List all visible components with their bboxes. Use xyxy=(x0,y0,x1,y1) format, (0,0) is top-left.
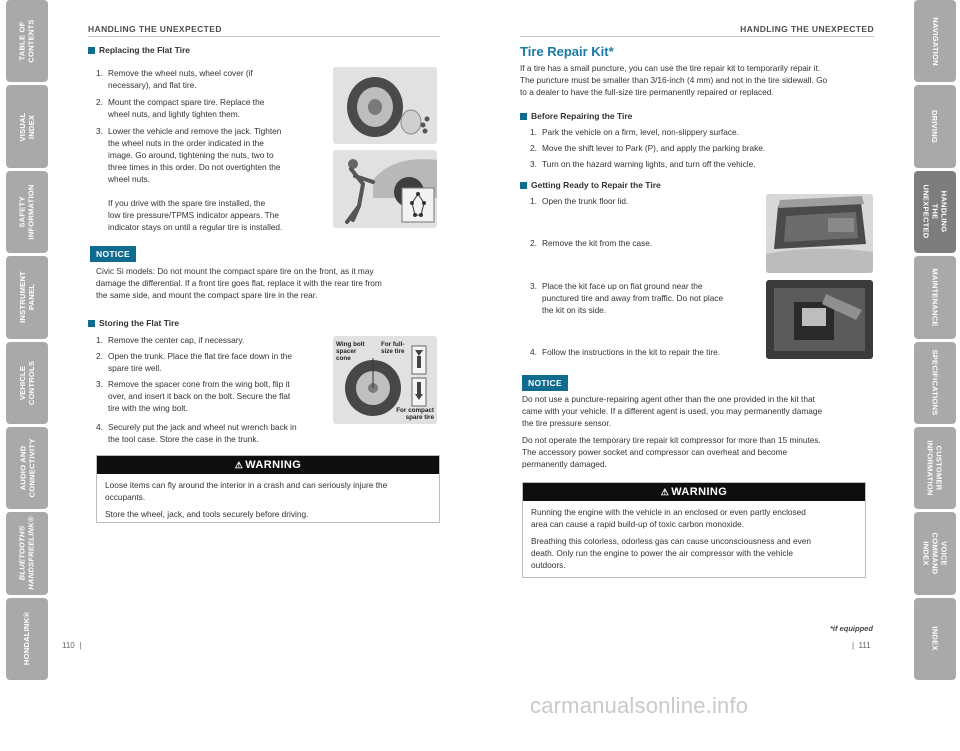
left-page-number: 110 | xyxy=(62,641,82,650)
kit-removal-illustration xyxy=(766,280,873,359)
before-repairing-heading: Before Repairing the Tire xyxy=(520,111,632,121)
replacing-step-2: 2. Mount the compact spare tire. Replace the wheel nuts, and lightly tighten them. xyxy=(96,97,265,119)
before-step-2: 2. Move the shift lever to Park (P), and apply the parking brake. xyxy=(530,143,766,153)
wheel-removal-illustration xyxy=(333,67,437,144)
right-running-header: HANDLING THE UNEXPECTED xyxy=(740,24,874,34)
tab-specifications[interactable]: SPECIFICATIONS xyxy=(914,342,956,424)
left-warning-bar: ⚠ WARNING xyxy=(97,456,439,474)
before-step-3: 3. Turn on the hazard warning lights, and turn off the vehicle. xyxy=(530,159,756,169)
right-page-number: | 111 xyxy=(852,641,871,650)
tab-hondalink[interactable]: HONDALINK® xyxy=(6,598,48,680)
page-title: Tire Repair Kit* xyxy=(520,44,614,59)
tab-visual-index[interactable]: VISUAL INDEX xyxy=(6,85,48,167)
right-warning-body: Running the engine with the vehicle in an enclosed or even partly enclosed area can cause a rapid build-up of toxic carbon monoxide. Breathing this colorless, odorless gas can cause unconsciousness and even death. Only run the engine to power the air compressor with the vehicle outdoors. xyxy=(531,507,811,570)
kit-removal-svg xyxy=(766,280,873,359)
trunk-floor-lid-illustration xyxy=(766,194,873,273)
wheel-illustration-svg xyxy=(333,67,437,144)
intro-text: If a tire has a small puncture, you can use the tire repair kit to temporarily repair it. The puncture must be smaller than 3/16-inch (4 mm) and not in the tire sidewall. Go to a dealer to have the full-size tire permanently repaired or replaced. xyxy=(520,63,828,97)
tab-index[interactable]: INDEX xyxy=(914,598,956,680)
tab-customer-information[interactable]: CUSTOMER INFORMATION xyxy=(914,427,956,509)
tpms-note: If you drive with the spare tire installed, the low tire pressure/TPMS indicator appears. The indicator stays on until a regular tire is installed. xyxy=(108,198,283,232)
replacing-heading: Replacing the Flat Tire xyxy=(88,45,190,55)
left-running-header: HANDLING THE UNEXPECTED xyxy=(88,24,222,34)
section-square-icon xyxy=(88,320,95,327)
storing-step-2: 2. Open the trunk. Place the flat tire face down in the spare tire well. xyxy=(96,351,293,373)
left-notice-label: NOTICE xyxy=(90,246,136,262)
warning-triangle-icon: ⚠ xyxy=(234,459,244,470)
storing-step-4: 4. Securely put the jack and wheel nut wrench back in the tool case. Store the case in the trunk. xyxy=(96,422,297,444)
diagram-label-full-size: For full- size tire xyxy=(381,341,405,355)
ready-step-4: 4. Follow the instructions in the kit to repair the tire. xyxy=(530,347,721,357)
ready-step-3: 3. Place the kit face up on flat ground near the punctured tire and away from traffic. Do not place the kit on its side. xyxy=(530,281,724,315)
tab-maintenance[interactable]: MAINTENANCE xyxy=(914,256,956,338)
section-square-icon xyxy=(88,47,95,54)
replacing-step-3: 3. Lower the vehicle and remove the jack. Tighten the wheel nuts in the order indicated in the image. Go around, tightening the nuts, two to three times in this order. Do not overtighten the wheel nuts. xyxy=(96,126,282,184)
tightening-illustration-svg xyxy=(333,150,437,228)
tab-bluetooth-handsfreelink[interactable]: BLUETOOTH® HANDSFREELINK® xyxy=(6,512,48,594)
footnote-if-equipped: *if equipped xyxy=(830,624,873,633)
right-notice-text-2: Do not operate the temporary tire repair kit compressor for more than 15 minutes. The accessory power socket and compressor can overheat and become permanently damaged. xyxy=(522,435,821,469)
tab-navigation[interactable]: NAVIGATION xyxy=(914,0,956,82)
tightening-nuts-illustration xyxy=(333,150,437,228)
tab-handling-the-unexpected[interactable]: HANDLING THE UNEXPECTED xyxy=(914,171,956,253)
left-notice-text: Civic Si models: Do not mount the compact spare tire on the front, as it may damage the differential. If a front tire goes flat, replace it with the rear tire from the same side, and mount the compact spare tire in the rear. xyxy=(96,266,382,300)
right-notice-label: NOTICE xyxy=(522,375,568,391)
right-warning-bar: ⚠ WARNING xyxy=(523,483,865,501)
tab-instrument-panel[interactable]: INSTRUMENT PANEL xyxy=(6,256,48,338)
getting-ready-heading: Getting Ready to Repair the Tire xyxy=(520,180,661,190)
warning-triangle-icon: ⚠ xyxy=(660,486,670,497)
storing-step-1: 1. Remove the center cap, if necessary. xyxy=(96,335,245,345)
left-warning-body: Loose items can fly around the interior in a crash and can seriously injure the occupants. Store the wheel, jack, and tools securely before driving. xyxy=(105,480,388,519)
tab-table-of-contents[interactable]: TABLE OF CONTENTS xyxy=(6,0,48,82)
left-section-tabs xyxy=(6,0,48,680)
right-section-tabs xyxy=(914,0,956,680)
diagram-label-compact: For compact spare tire xyxy=(396,407,434,421)
tab-voice-command-index[interactable]: VOICE COMMAND INDEX xyxy=(914,512,956,594)
ready-step-1: 1. Open the trunk floor lid. xyxy=(530,196,629,206)
tab-audio-connectivity[interactable]: AUDIO AND CONNECTIVITY xyxy=(6,427,48,509)
left-warning-box xyxy=(96,455,440,523)
right-header-rule xyxy=(520,36,874,37)
trunk-lid-svg xyxy=(766,194,873,273)
tab-driving[interactable]: DRIVING xyxy=(914,85,956,167)
tab-vehicle-controls[interactable]: VEHICLE CONTROLS xyxy=(6,342,48,424)
before-step-1: 1. Park the vehicle on a firm, level, non-slippery surface. xyxy=(530,127,739,137)
site-watermark: carmanualsonline.info xyxy=(530,693,749,718)
right-notice-text-1: Do not use a puncture-repairing agent other than the one provided in the kit that came with your vehicle. If a different agent is used, you may permanently damage the tire pressure sensor. xyxy=(522,394,823,428)
section-square-icon xyxy=(520,113,527,120)
section-square-icon xyxy=(520,182,527,189)
left-header-rule xyxy=(88,36,440,37)
storing-heading: Storing the Flat Tire xyxy=(88,318,179,328)
right-warning-box xyxy=(522,482,866,578)
storing-step-3: 3. Remove the spacer cone from the wing bolt, flip it over, and insert it back on the bolt. Secure the flat tire with the wing bolt. xyxy=(96,379,291,413)
diagram-label-wing-bolt: Wing bolt spacer cone xyxy=(336,341,365,362)
ready-step-2: 2. Remove the kit from the case. xyxy=(530,238,653,248)
tab-safety-information[interactable]: SAFETY INFORMATION xyxy=(6,171,48,253)
replacing-step-1: 1. Remove the wheel nuts, wheel cover (if necessary), and flat tire. xyxy=(96,68,253,90)
spare-tire-storage-diagram xyxy=(333,336,437,424)
